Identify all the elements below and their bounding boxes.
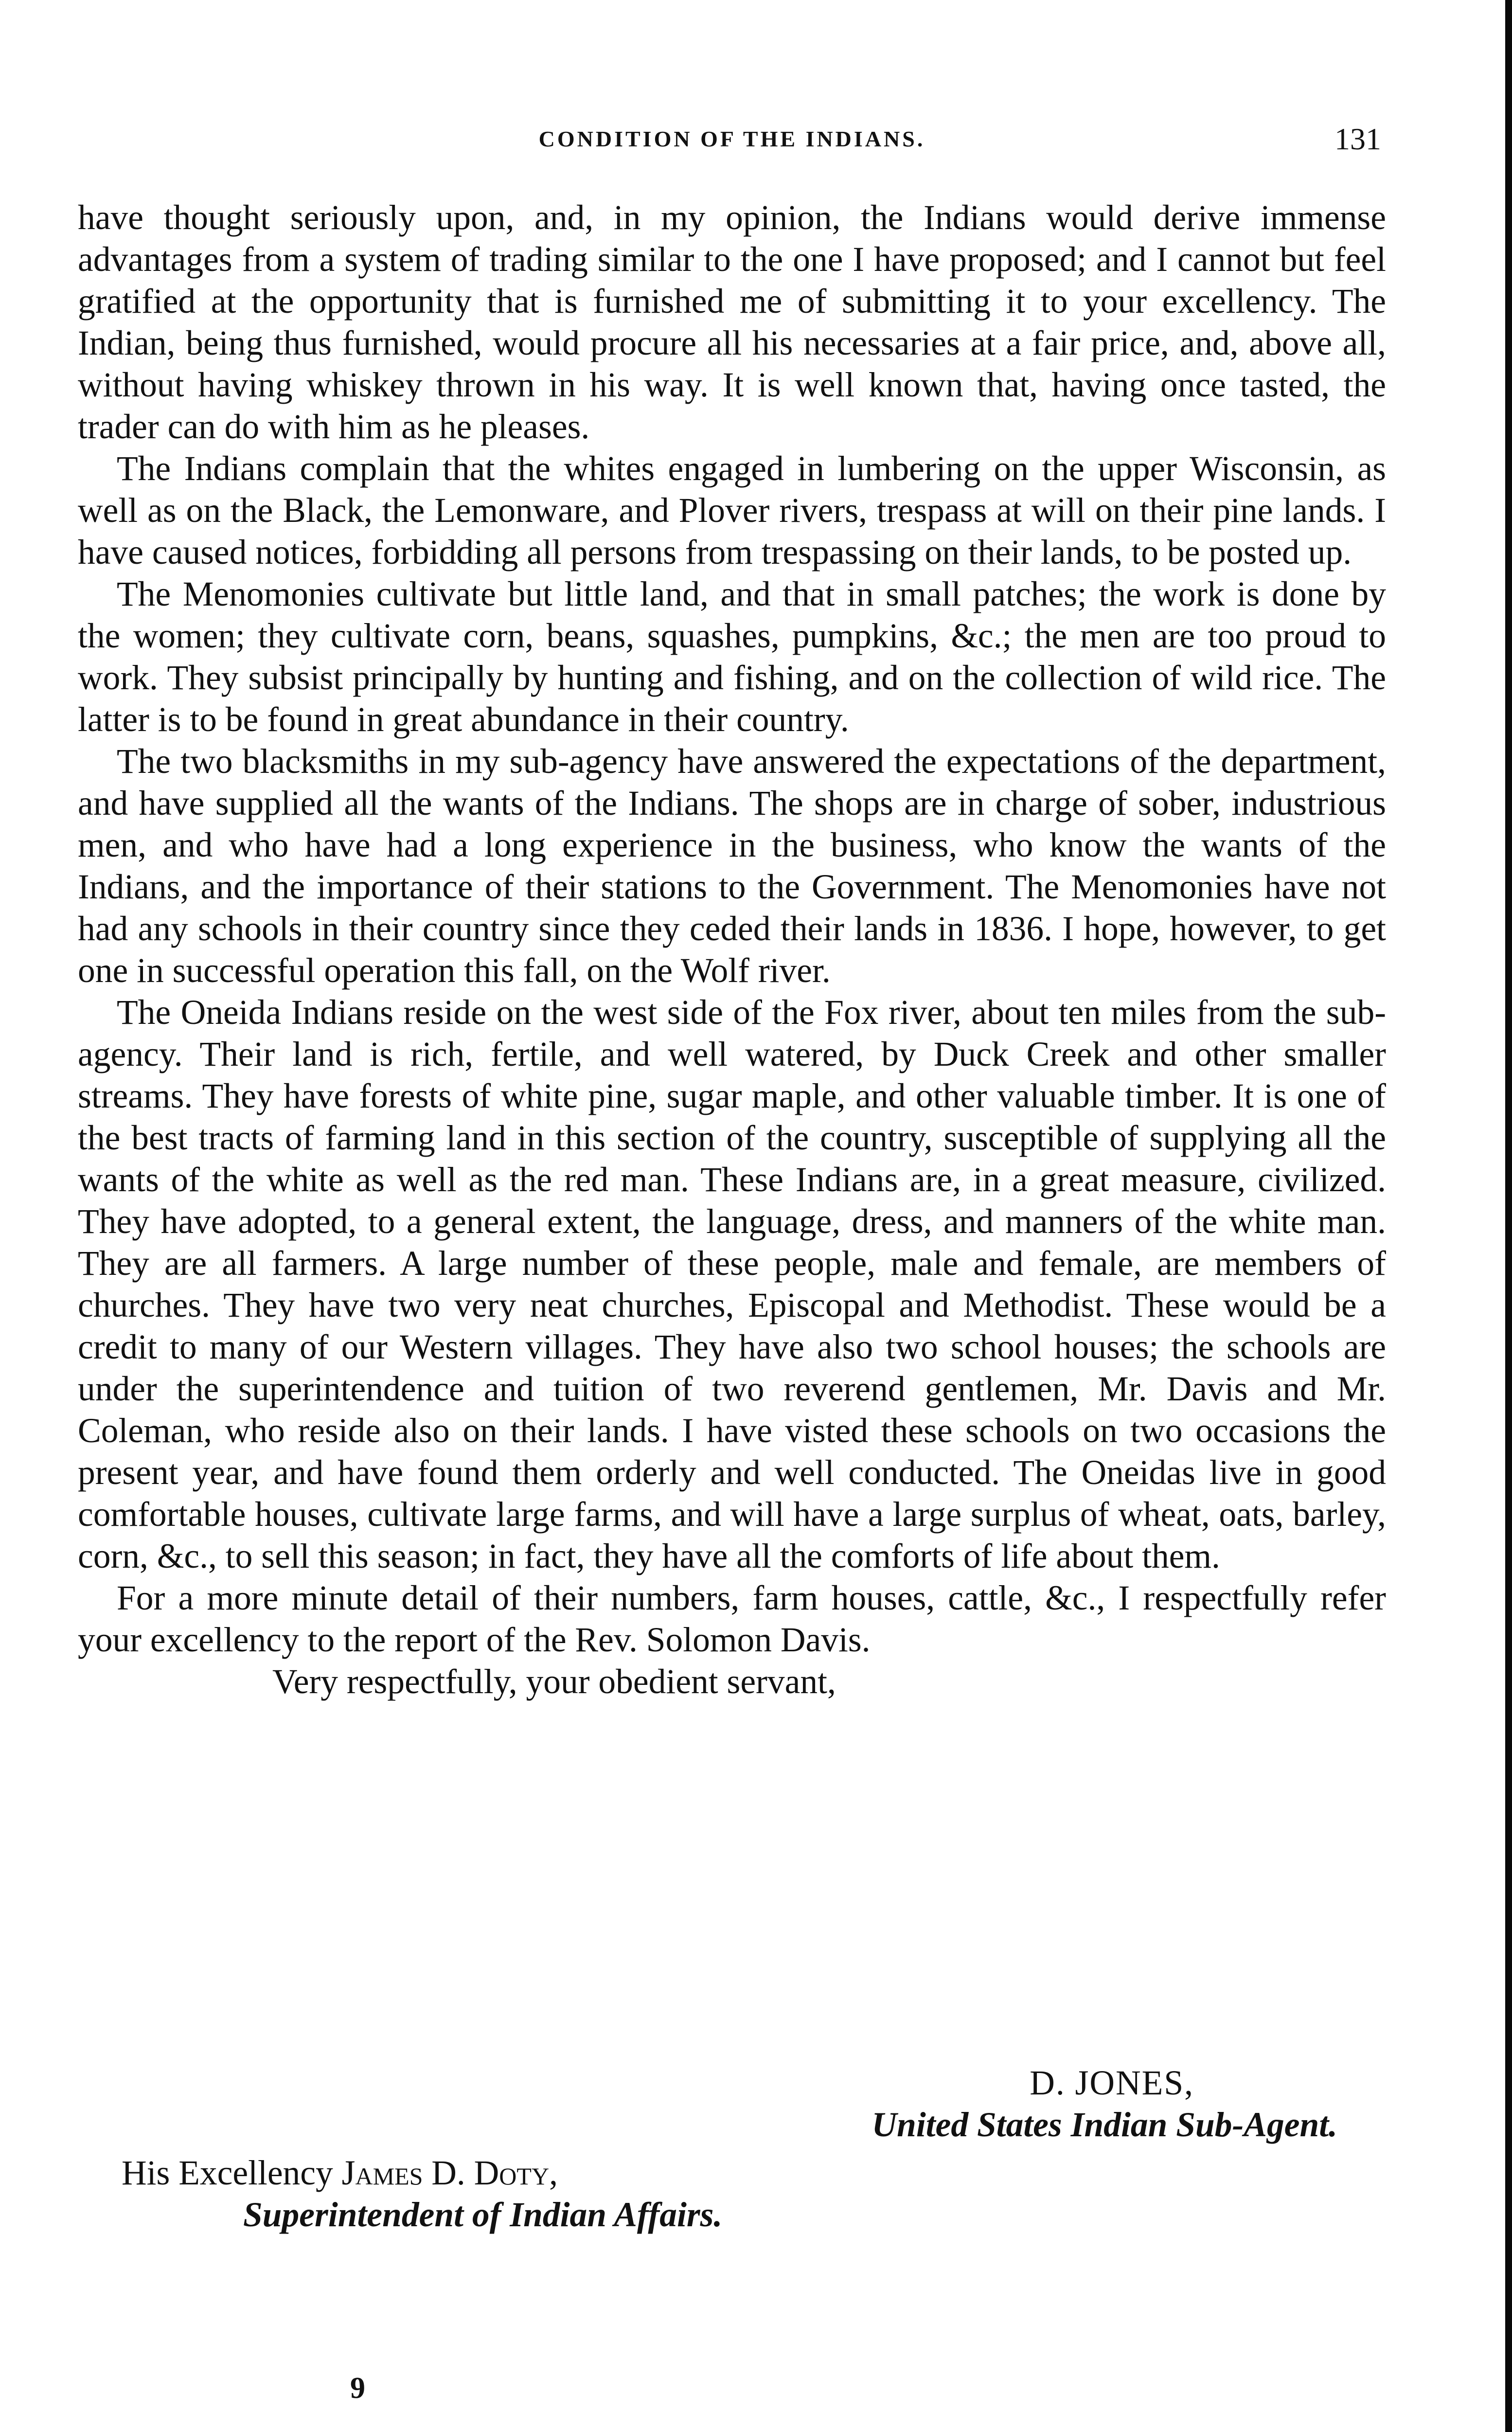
- signature-name: D. JONES,: [1030, 2064, 1194, 2102]
- paragraph-3: The Menomonies cultivate but little land, and that in small patches; the work is done by the women; they cultivate corn, beans, squashes, pumpkins, &c.; the men are too proud to work. They subsist principally by hunting and fishing, and on the collection of wild rice. The latter is to be found in great abundance in their country.: [78, 575, 1386, 739]
- addressee-line: [78, 2152, 1386, 2194]
- paragraph-5: The Oneida Indians reside on the west side of the Fox river, about ten miles from the sub-agency. Their land is rich, fertile, and well watered, by Duck Creek and other smaller streams. They have forests of white pine, sugar maple, and other valuable timber. It is one of the best tracts of farming land in this section of the country, susceptible of supplying all the wants of the white as well as the red man. These Indians are, in a great measure, civilized. They have adopted, to a general extent, the language, dress, and manners of the white man. They are all farmers. A large number of these people, male and female, are members of churches. They have two very neat churches, Episcopal and Methodist. These would be a credit to many of our Western villages. They have also two school houses; the schools are under the superintendence and tuition of two reverend gentlemen, Mr. Davis and Mr. Coleman, who reside also on their lands. I have visted these schools on two occasions the present year, and have found them orderly and well conducted. The Oneidas live in good comfortable houses, cultivate large farms, and will have a large surplus of wheat, oats, barley, corn, &c., to sell this season; in fact, they have all the comforts of life about them.: [78, 993, 1386, 1575]
- signature-block: [78, 2062, 1386, 2146]
- paragraph-6: For a more minute detail of their numbers, farm houses, cattle, &c., I respectfully refer your excellency to the report of the Rev. Solomon Davis.: [78, 1579, 1386, 1659]
- addressee-prefix: His Excellency: [122, 2154, 342, 2192]
- addressee-block: [78, 2152, 1386, 2236]
- page-number: 131: [1334, 122, 1381, 156]
- page-header: [78, 120, 1386, 159]
- paragraph-2: The Indians complain that the whites engaged in lumbering on the upper Wisconsin, as well as on the Black, the Lemonware, and Plover rivers, trespass at will on their pine lands. I have caused notices, forbidding all persons from trespassing on their lands, to be posted up.: [78, 449, 1386, 572]
- page-edge: [1505, 0, 1512, 2432]
- signature-title: United States Indian Sub-Agent.: [872, 2106, 1337, 2144]
- running-head: CONDITION OF THE INDIANS.: [538, 126, 925, 151]
- paragraph-4: The two blacksmiths in my sub-agency have answered the expectations of the department, and have supplied all the wants of the Indians. The shops are in charge of sober, industrious men, and who have had a long experience in the business, who know the wants of the Indians, and the importance of their stations to the Government. The Menomonies have not had any schools in their country since they ceded their lands in 1836. I hope, however, to get one in successful operation this fall, on the Wolf river.: [78, 742, 1386, 990]
- body-text: [78, 197, 1386, 1703]
- paragraph-1: have thought seriously upon, and, in my opinion, the Indians would derive immense advantages from a system of trading similar to the one I have proposed; and I cannot but feel gratified at the opportunity that is furnished me of submitting it to your excellency. The Indian, being thus furnished, would procure all his necessaries at a fair price, and, above all, without having whiskey thrown in his way. It is well known that, having once tasted, the trader can do with him as he pleases.: [78, 198, 1386, 446]
- addressee-title: Superintendent of Indian Affairs.: [243, 2196, 723, 2234]
- signature-mark: 9: [350, 2372, 365, 2405]
- closing-line: Very respectfully, your obedient servant,: [272, 1663, 836, 1701]
- addressee-name: James D. Doty,: [341, 2154, 558, 2192]
